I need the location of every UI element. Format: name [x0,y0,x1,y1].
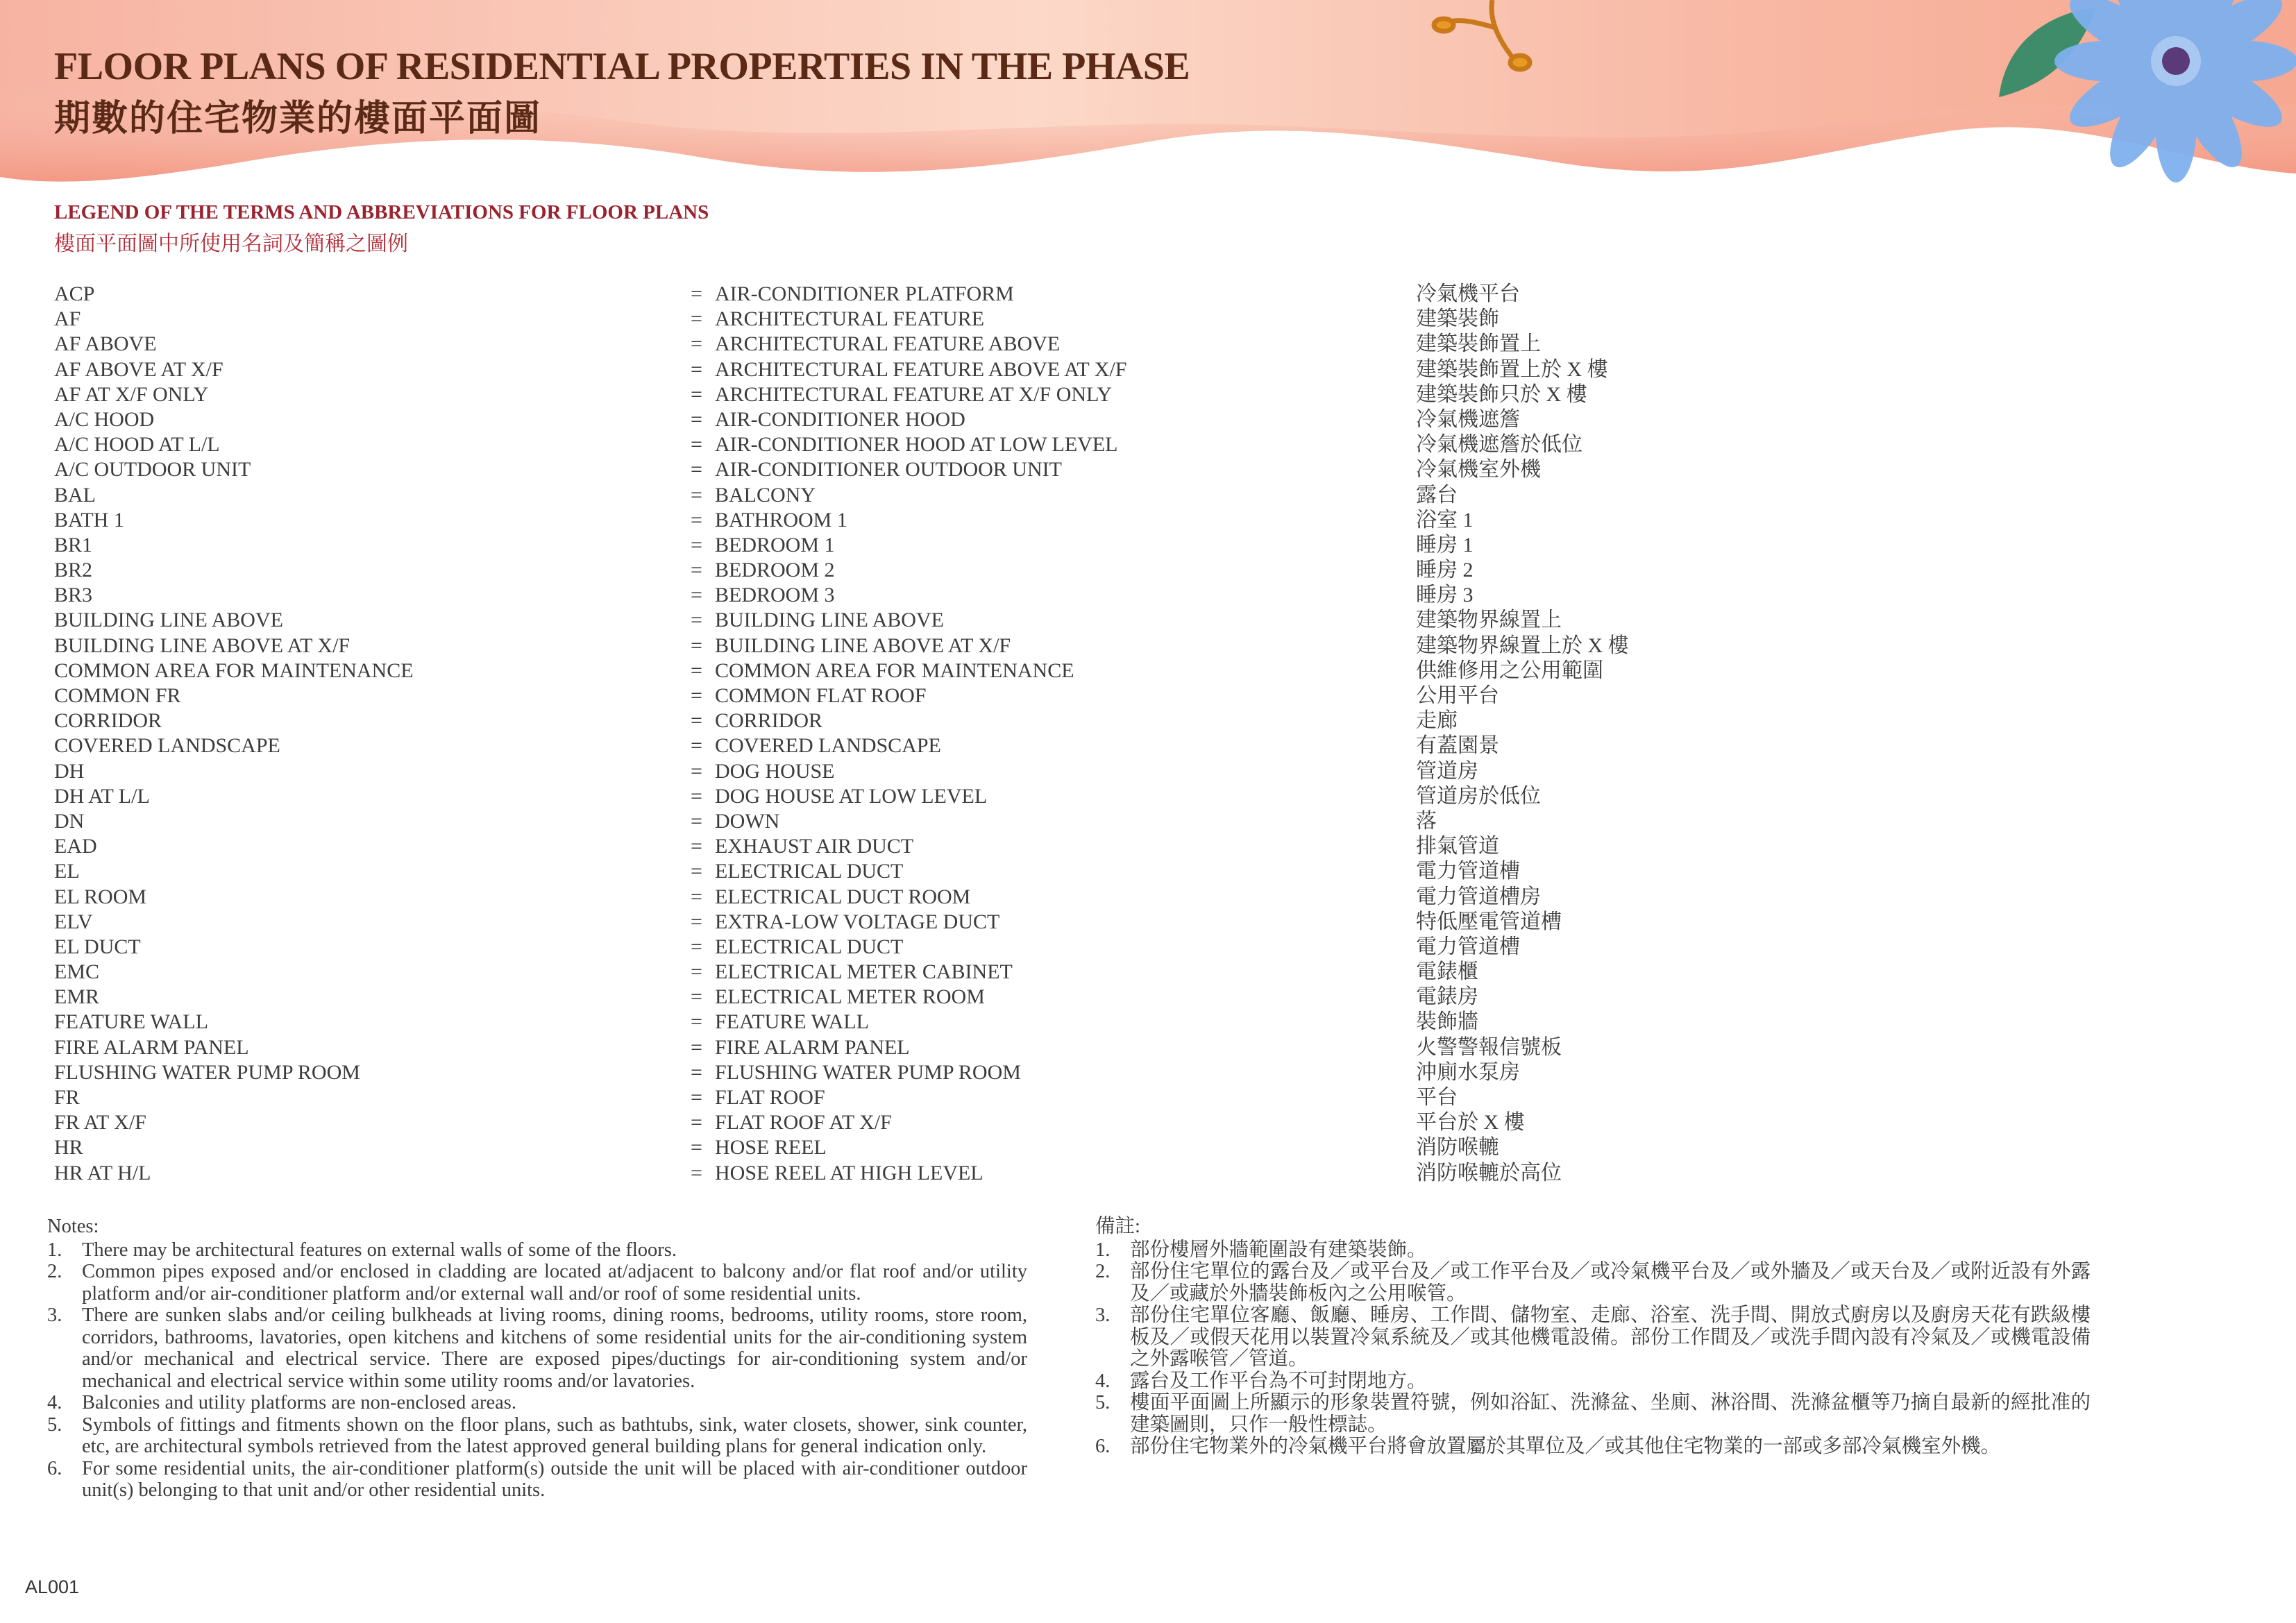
legend-equals: = [691,1010,702,1034]
note-en-text: There may be architectural features on external walls of some of the floors. [82,1239,677,1261]
legend-full-term: ELECTRICAL DUCT [715,935,904,958]
legend-abbr: BR1 [54,533,93,556]
note-en-item [47,1392,1027,1414]
legend-chinese-term: 供維修用之公用範圍 [1416,658,1603,682]
legend-row [0,1085,2296,1110]
legend-chinese-term: 睡房 2 [1416,559,1474,582]
legend-row [0,307,2296,332]
note-en-number: 3. [47,1305,62,1326]
legend-equals: = [691,382,702,406]
legend-row [0,583,2296,608]
legend-heading-zh: 樓面平面圖中所使用名詞及簡稱之圖例 [54,232,408,255]
legend-abbr: EMR [54,985,100,1009]
note-zh-text: 部份住宅單位客廳、飯廳、睡房、工作間、儲物室、走廊、浴室、洗手間、開放式廚房以及廚房天花有跌級樓板及／或假天花用以裝置冷氣系統及／或其他機電設備。部份工作間及／或洗手間內設有冷氣及／或機電設備之外露喉管／管道。 [1130,1305,2091,1370]
notes-heading-zh: 備註: [1095,1216,1140,1237]
legend-full-term: AIR-CONDITIONER PLATFORM [715,282,1014,305]
legend-row [0,885,2296,910]
legend-abbr: EMC [54,960,100,984]
legend-full-term: BUILDING LINE ABOVE [715,609,944,632]
legend-abbr: A/C HOOD [54,407,155,431]
legend-chinese-term: 電力管道槽房 [1416,885,1541,908]
legend-chinese-term: 電力管道槽 [1416,935,1520,958]
note-en-item [47,1239,1027,1261]
note-zh-number: 1. [1095,1239,1111,1261]
legend-row [0,960,2296,985]
note-zh-text: 部份住宅物業外的冷氣機平台將會放置屬於其單位及／或其他住宅物業的一部或多部冷氣機室外機。 [1130,1436,2001,1457]
legend-full-term: BEDROOM 2 [715,559,835,582]
legend-abbr: FR AT X/F [54,1111,146,1135]
notes-english [47,1216,1027,1502]
legend-full-term: ARCHITECTURAL FEATURE ABOVE AT X/F [715,357,1127,381]
legend-equals: = [691,533,702,556]
page-code: AL001 [25,1577,80,1597]
legend-equals: = [691,784,702,808]
legend-equals: = [691,734,702,758]
legend-row [0,708,2296,733]
legend-chinese-term: 管道房 [1416,759,1478,783]
legend-heading-en: LEGEND OF THE TERMS AND ABBREVIATIONS FOR FLOOR PLANS [54,201,709,223]
legend-row [0,910,2296,935]
note-en-number: 4. [47,1392,62,1413]
legend-full-term: BUILDING LINE ABOVE AT X/F [715,634,1011,657]
legend-equals: = [691,1111,702,1135]
legend-equals: = [691,407,702,431]
legend-chinese-term: 冷氣機平台 [1416,282,1520,305]
note-en-text: Symbols of fittings and fitments shown on the floor plans, such as bathtubs, sink, water closets, shower, sink counter, etc, are architectural symbols retrieved from the latest approved general building plans for general indication only. [82,1413,1027,1457]
legend-chinese-term: 建築裝飾只於 X 樓 [1416,382,1587,406]
legend-equals: = [691,709,702,733]
legend-equals: = [691,960,702,984]
legend-equals: = [691,1161,702,1184]
legend-full-term: EXHAUST AIR DUCT [715,835,914,858]
legend-row [0,658,2296,683]
note-en-text: Common pipes exposed and/or enclosed in cladding are located at/adjacent to balcony and/or flat roof and/or utility platform and/or air-conditioner platform and/or external wall and/or roof of some residential units. [82,1261,1027,1305]
legend-chinese-term: 公用平台 [1416,684,1499,707]
notes-list-en [47,1239,1027,1502]
legend-row [0,985,2296,1010]
legend-abbr: AF AT X/F ONLY [54,382,209,406]
legend-abbr: COMMON AREA FOR MAINTENANCE [54,658,414,682]
legend-equals: = [691,508,702,532]
note-en-text: For some residential units, the air-conditioner platform(s) outside the unit will be placed with air-conditioner outdoor unit(s) belonging to that unit and/or other residential units. [82,1457,1027,1501]
legend-row [0,483,2296,508]
legend-abbr: BAL [54,483,96,507]
legend-equals: = [691,1086,702,1109]
note-en-item [47,1458,1027,1502]
legend-row [0,834,2296,859]
legend-abbr: COVERED LANDSCAPE [54,734,280,758]
legend-full-term: BEDROOM 1 [715,533,835,556]
legend-chinese-term: 建築物界線置上 [1416,609,1562,632]
legend-full-term: DOG HOUSE AT LOW LEVEL [715,784,988,808]
legend-abbr: FR [54,1086,80,1109]
legend-chinese-term: 建築物界線置上於 X 樓 [1416,634,1629,657]
legend-chinese-term: 露台 [1416,483,1458,507]
legend-equals: = [691,559,702,582]
legend-chinese-term: 浴室 1 [1416,508,1474,532]
legend-chinese-term: 電錶櫃 [1416,960,1478,984]
legend-full-term: FLAT ROOF AT X/F [715,1111,892,1135]
legend-equals: = [691,684,702,707]
legend-equals: = [691,860,702,883]
legend-chinese-term: 有蓋園景 [1416,734,1499,758]
legend-equals: = [691,1136,702,1159]
notes-heading-en: Notes: [47,1216,99,1237]
legend-abbr: A/C HOOD AT L/L [54,433,220,457]
legend-row [0,558,2296,583]
legend-row [0,357,2296,382]
legend-chinese-term: 建築裝飾置上 [1416,332,1541,356]
legend-row [0,935,2296,960]
legend-row [0,533,2296,558]
legend-abbr: BR2 [54,559,93,582]
legend-abbr: ACP [54,282,95,305]
legend-chinese-term: 落 [1416,809,1437,833]
legend-chinese-term: 特低壓電管道槽 [1416,910,1562,933]
legend-abbr: DH [54,759,85,783]
legend-chinese-term: 裝飾牆 [1416,1010,1478,1034]
legend-full-term: BATHROOM 1 [715,508,847,532]
legend-row [0,332,2296,357]
legend-full-term: COMMON FLAT ROOF [715,684,927,707]
note-en-item [47,1261,1027,1305]
legend-full-term: AIR-CONDITIONER HOOD AT LOW LEVEL [715,433,1118,457]
legend-abbr: BATH 1 [54,508,124,532]
note-zh-item [1095,1305,2091,1370]
note-en-number: 1. [47,1239,62,1261]
note-zh-item [1095,1370,2091,1393]
legend-abbr: EL ROOM [54,885,147,908]
legend-abbr: FEATURE WALL [54,1010,208,1034]
legend-full-term: ELECTRICAL METER ROOM [715,985,985,1009]
legend-full-term: BEDROOM 3 [715,584,835,607]
note-en-text: There are sunken slabs and/or ceiling bulkheads at living rooms, dining rooms, bedrooms, utility rooms, store room, corridors, bathrooms, lavatories, open kitchens and kitchens of some residential units for the air-conditioning system and/or mechanical and electrical service. There are exposed pipes/ductings for air-conditioning system and/or mechanical and electrical service within some utility rooms and/or lavatories. [82,1305,1027,1392]
legend-full-term: ARCHITECTURAL FEATURE AT X/F ONLY [715,382,1113,406]
legend-row [0,608,2296,633]
legend-abbr: AF ABOVE AT X/F [54,357,223,381]
legend-chinese-term: 消防喉轆 [1416,1136,1499,1159]
legend-full-term: AIR-CONDITIONER HOOD [715,407,965,431]
legend-equals: = [691,307,702,331]
legend-chinese-term: 平台 [1416,1086,1458,1109]
legend-full-term: DOWN [715,809,780,833]
legend-equals: = [691,935,702,958]
legend-full-term: ARCHITECTURAL FEATURE [715,307,985,331]
legend-abbr: DN [54,809,85,833]
legend-full-term: BALCONY [715,483,816,507]
legend-equals: = [691,910,702,933]
note-en-item [47,1305,1027,1392]
legend-abbr: HR AT H/L [54,1161,151,1184]
legend-full-term: FLUSHING WATER PUMP ROOM [715,1060,1021,1084]
legend-full-term: AIR-CONDITIONER OUTDOOR UNIT [715,458,1062,482]
legend-full-term: CORRIDOR [715,709,823,733]
note-zh-item [1095,1239,2091,1261]
legend-full-term: DOG HOUSE [715,759,835,783]
note-en-number: 2. [47,1261,62,1282]
note-zh-text: 樓面平面圖上所顯示的形象裝置符號，例如浴缸、洗滌盆、坐廁、淋浴間、洗滌盆櫃等乃摘自最新的經批准的建築圖則，只作一般性標誌。 [1130,1392,2091,1436]
legend-equals: = [691,433,702,457]
legend-abbr: ELV [54,910,93,933]
legend-row [0,634,2296,658]
legend-chinese-term: 排氣管道 [1416,835,1499,858]
legend-abbr: AF ABOVE [54,332,157,356]
legend-chinese-term: 電錶房 [1416,985,1478,1009]
legend-equals: = [691,584,702,607]
legend-row [0,784,2296,809]
legend-row [0,859,2296,884]
legend-abbr: EL DUCT [54,935,141,958]
legend-abbr: BUILDING LINE ABOVE AT X/F [54,634,351,657]
legend-abbr: DH AT L/L [54,784,150,808]
legend-equals: = [691,332,702,356]
note-en-number: 6. [47,1457,62,1479]
legend-chinese-term: 火警警報信號板 [1416,1035,1562,1059]
note-en-item [47,1414,1027,1458]
legend-row [0,733,2296,758]
legend-chinese-term: 管道房於低位 [1416,784,1541,808]
legend-row [0,809,2296,834]
legend-row [0,1010,2296,1035]
legend-equals: = [691,985,702,1009]
legend-chinese-term: 電力管道槽 [1416,860,1520,883]
notes-list-zh [1095,1239,2091,1458]
legend-full-term: FIRE ALARM PANEL [715,1035,910,1059]
legend-full-term: ARCHITECTURAL FEATURE ABOVE [715,332,1061,356]
legend-chinese-term: 平台於 X 樓 [1416,1111,1525,1135]
page-title-zh: 期數的住宅物業的樓面平面圖 [54,99,542,139]
legend-equals: = [691,609,702,632]
legend-equals: = [691,634,702,657]
legend-chinese-term: 走廊 [1416,709,1458,733]
legend-equals: = [691,483,702,507]
legend-row [0,1161,2296,1186]
legend-chinese-term: 消防喉轆於高位 [1416,1161,1562,1184]
legend-row [0,683,2296,708]
legend-abbr: BR3 [54,584,93,607]
legend-abbr: CORRIDOR [54,709,162,733]
legend-full-term: ELECTRICAL METER CABINET [715,960,1013,984]
legend-full-term: HOSE REEL AT HIGH LEVEL [715,1161,984,1184]
note-zh-number: 2. [1095,1261,1111,1282]
legend-equals: = [691,1060,702,1084]
note-zh-item [1095,1436,2091,1458]
legend-chinese-term: 睡房 3 [1416,584,1474,607]
note-en-number: 5. [47,1413,62,1436]
legend-equals: = [691,759,702,783]
note-zh-item [1095,1392,2091,1436]
note-zh-text: 露台及工作平台為不可封閉地方。 [1130,1370,1427,1392]
legend-abbr: EAD [54,835,97,858]
note-zh-text: 部份住宅單位的露台及／或平台及／或工作平台及／或冷氣機平台及／或外牆及／或天台及／或附近設有外露及／或藏於外牆裝飾板內之公用喉管。 [1130,1261,2091,1305]
legend-full-term: ELECTRICAL DUCT ROOM [715,885,971,908]
legend-row [0,457,2296,482]
legend-equals: = [691,835,702,858]
legend-chinese-term: 冷氣機遮簷 [1416,407,1520,431]
legend-full-term: FEATURE WALL [715,1010,869,1034]
legend-abbr: AF [54,307,81,331]
legend-row [0,407,2296,432]
note-zh-number: 4. [1095,1370,1111,1392]
legend-abbr: FLUSHING WATER PUMP ROOM [54,1060,360,1084]
legend-abbr: HR [54,1136,83,1159]
legend-full-term: HOSE REEL [715,1136,827,1159]
legend-row [0,382,2296,407]
legend-abbr: BUILDING LINE ABOVE [54,609,283,632]
legend-row [0,1135,2296,1160]
legend-equals: = [691,1035,702,1059]
note-zh-number: 3. [1095,1305,1111,1326]
legend-abbr: EL [54,860,80,883]
legend-row [0,432,2296,457]
legend-full-term: ELECTRICAL DUCT [715,860,904,883]
legend-row [0,1035,2296,1060]
legend-equals: = [691,458,702,482]
legend-full-term: COVERED LANDSCAPE [715,734,941,758]
legend-table [0,282,2296,1186]
legend-row [0,282,2296,307]
legend-abbr: A/C OUTDOOR UNIT [54,458,251,482]
legend-chinese-term: 冷氣機室外機 [1416,458,1541,482]
legend-equals: = [691,885,702,908]
legend-full-term: COMMON AREA FOR MAINTENANCE [715,658,1074,682]
legend-chinese-term: 睡房 1 [1416,533,1474,556]
note-zh-number: 6. [1095,1436,1111,1457]
note-zh-item [1095,1261,2091,1305]
legend-full-term: FLAT ROOF [715,1086,825,1109]
legend-equals: = [691,357,702,381]
notes-chinese [1095,1216,2091,1458]
note-en-text: Balconies and utility platforms are non-enclosed areas. [82,1392,516,1413]
legend-abbr: COMMON FR [54,684,181,707]
legend-chinese-term: 沖廁水泵房 [1416,1060,1520,1084]
legend-chinese-term: 建築裝飾置上於 X 樓 [1416,357,1608,381]
legend-row [0,1060,2296,1085]
legend-full-term: EXTRA-LOW VOLTAGE DUCT [715,910,1000,933]
legend-equals: = [691,658,702,682]
legend-chinese-term: 冷氣機遮簷於低位 [1416,433,1582,457]
legend-row [0,508,2296,533]
note-zh-text: 部份樓層外牆範圍設有建築裝飾。 [1130,1239,1427,1261]
legend-abbr: FIRE ALARM PANEL [54,1035,249,1059]
page-title-en: FLOOR PLANS OF RESIDENTIAL PROPERTIES IN THE PHASE [54,45,1190,88]
legend-row [0,1110,2296,1135]
legend-equals: = [691,809,702,833]
legend-equals: = [691,282,702,305]
legend-row [0,759,2296,784]
legend-chinese-term: 建築裝飾 [1416,307,1499,331]
note-zh-number: 5. [1095,1392,1111,1413]
